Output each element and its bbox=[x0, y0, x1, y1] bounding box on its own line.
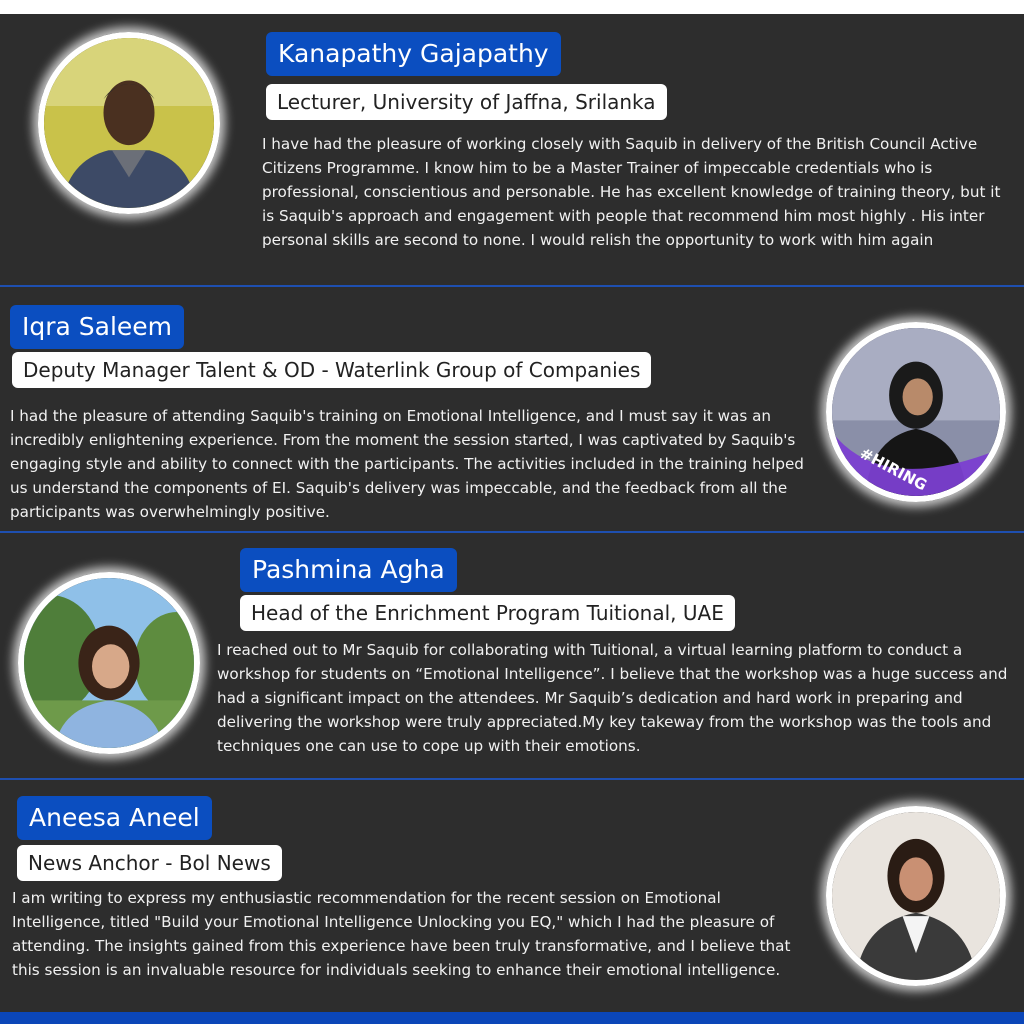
portrait-man-photo bbox=[44, 38, 214, 208]
bottom-accent-bar bbox=[0, 1012, 1024, 1024]
testimonial-name: Iqra Saleem bbox=[10, 305, 184, 349]
testimonial-name: Kanapathy Gajapathy bbox=[266, 32, 561, 76]
testimonial-quote: I reached out to Mr Saquib for collaborating with Tuitional, a virtual learning platform to conduct a workshop for students on “Emotional Intelligence”. I believe that the workshop was a huge success and had a significant impact on the attendees. Mr Saquib’s dedication and hard work in preparing and delivering the workshop were truly appreciated.My key takeway from the workshop was the tools and techniques one can use to cope up with their emotions. bbox=[217, 641, 1008, 755]
testimonial-name: Aneesa Aneel bbox=[17, 796, 212, 840]
avatar-pashmina-agha bbox=[18, 572, 200, 754]
testimonial-role: Head of the Enrichment Program Tuitional, UAE bbox=[240, 595, 735, 631]
avatar-iqra-saleem bbox=[826, 322, 1006, 502]
testimonial-quote: I am writing to express my enthusiastic recommendation for the recent session on Emotional Intelligence, titled "Build your Emotional Intelligence Unlocking you EQ," which I had the pleasure of attending. The insights gained from this experience have been truly transformative, and I believe that this session is an invaluable resource for individuals seeking to enhance their emotional intelligence. bbox=[12, 889, 791, 979]
portrait-woman-outdoor-photo bbox=[24, 578, 194, 748]
section-divider bbox=[0, 778, 1024, 780]
section-divider bbox=[0, 285, 1024, 287]
portrait-woman-hiring-photo bbox=[832, 328, 1000, 496]
avatar-aneesa-aneel bbox=[826, 806, 1006, 986]
avatar-kanapathy-gajapathy bbox=[38, 32, 220, 214]
testimonial-name: Pashmina Agha bbox=[240, 548, 457, 592]
testimonial-role: News Anchor - Bol News bbox=[17, 845, 282, 881]
section-divider bbox=[0, 531, 1024, 533]
hiring-badge-text: #HIRING bbox=[856, 444, 930, 495]
testimonial-role: Lecturer, University of Jaffna, Srilanka bbox=[266, 84, 667, 120]
portrait-woman-studio-photo bbox=[832, 812, 1000, 980]
testimonial-quote: I have had the pleasure of working closely with Saquib in delivery of the British Council Active Citizens Programme. I know him to be a Master Trainer of impeccable credentials who is professional, conscientious and personable. He has excellent knowledge of training theory, but it is Saquib's approach and engagement with people that recommend him most highly . His inter personal skills are second to none. I would relish the opportunity to work with him again bbox=[262, 135, 1001, 249]
testimonial-role: Deputy Manager Talent & OD - Waterlink Group of Companies bbox=[12, 352, 651, 388]
testimonial-quote: I had the pleasure of attending Saquib's training on Emotional Intelligence, and I must say it was an incredibly enlightening experience. From the moment the session started, I was captivated by Saquib's engaging style and ability to connect with the participants. The activities included in the training helped us understand the components of EI. Saquib's delivery was impeccable, and the feedback from all the participants was overwhelmingly positive. bbox=[10, 407, 804, 521]
